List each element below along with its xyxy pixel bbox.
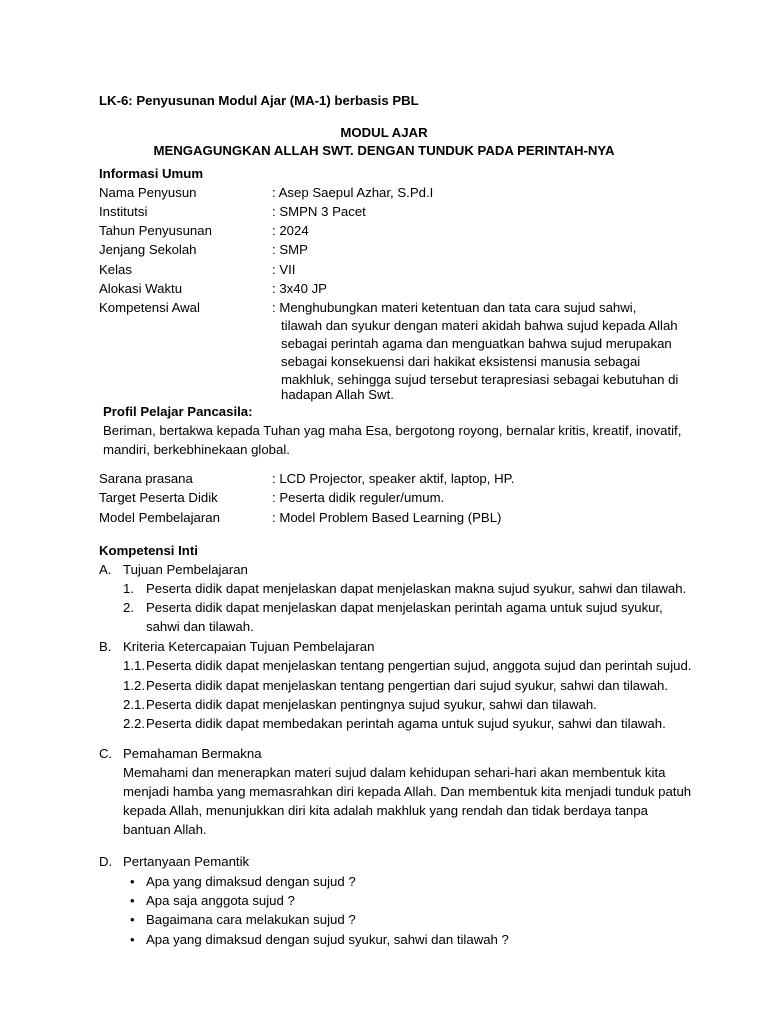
list-number: 2. xyxy=(123,600,134,615)
section-d-title: Pertanyaan Pemantik xyxy=(123,854,250,869)
list-item: Peserta didik dapat menjelaskan dapat menjelaskan makna sujud syukur, sahwi dan tilawah. xyxy=(146,581,687,596)
list-item: Peserta didik dapat menjelaskan tentang pengertian sujud, anggota sujud dan perintah sujud. xyxy=(146,658,692,673)
kompetensi-awal-line: hadapan Allah Swt. xyxy=(281,387,394,402)
info-label-institusi: Institutsi xyxy=(99,204,148,219)
info-label-jenjang: Jenjang Sekolah xyxy=(99,242,197,257)
model-value: : Model Problem Based Learning (PBL) xyxy=(272,510,502,525)
list-number: 2.2. xyxy=(123,716,145,731)
profil-heading: Profil Pelajar Pancasila: xyxy=(103,404,253,419)
list-number: 1.2. xyxy=(123,678,145,693)
kompetensi-awal-line: sebagai perintah agama dan menguatkan bahwa sujud merupakan xyxy=(281,336,672,351)
section-c-marker: C. xyxy=(99,746,113,761)
list-item: Peserta didik dapat membedakan perintah agama untuk sujud syukur, sahwi dan tilawah. xyxy=(146,716,666,731)
section-a-marker: A. xyxy=(99,562,112,577)
paragraph-line: kepada Allah, menunjukkan diri kita adalah makhluk yang rendah dan tidak berdaya tanpa xyxy=(123,803,648,818)
list-item-continuation: sahwi dan tilawah. xyxy=(146,619,254,634)
document-header: LK-6: Penyusunan Modul Ajar (MA-1) berbasis PBL xyxy=(99,93,419,108)
sarana-value: : LCD Projector, speaker aktif, laptop, HP. xyxy=(272,471,515,486)
question-item: Apa saja anggota sujud ? xyxy=(146,893,295,908)
kompetensi-awal-line: sebagai konsekuensi dari hakikat eksistensi manusia sebagai xyxy=(281,354,641,369)
list-item: Peserta didik dapat menjelaskan dapat menjelaskan perintah agama untuk sujud syukur, xyxy=(146,600,663,615)
info-value-institusi: : SMPN 3 Pacet xyxy=(272,204,366,219)
section-d-marker: D. xyxy=(99,854,113,869)
info-label-tahun: Tahun Penyusunan xyxy=(99,223,212,238)
title-line-2: MENGAGUNGKAN ALLAH SWT. DENGAN TUNDUK PADA PERINTAH-NYA xyxy=(153,143,615,158)
bullet-icon: • xyxy=(130,874,135,889)
profil-text-line: mandiri, berkebhinekaan global. xyxy=(103,442,290,457)
profil-text-line: Beriman, bertakwa kepada Tuhan yag maha Esa, bergotong royong, bernalar kritis, kreatif, inovatif, xyxy=(103,423,682,438)
paragraph-line: bantuan Allah. xyxy=(123,822,207,837)
list-item: Peserta didik dapat menjelaskan pentingnya sujud syukur, sahwi dan tilawah. xyxy=(146,697,597,712)
kompetensi-inti-heading: Kompetensi Inti xyxy=(99,543,198,558)
kompetensi-awal-line: tilawah dan syukur dengan materi akidah bahwa sujud kepada Allah xyxy=(281,318,678,333)
paragraph-line: Memahami dan menerapkan materi sujud dalam kehidupan sehari-hari akan membentuk kita xyxy=(123,765,666,780)
info-label-alokasi: Alokasi Waktu xyxy=(99,281,183,296)
section-a-title: Tujuan Pembelajaran xyxy=(123,562,248,577)
info-value-tahun: : 2024 xyxy=(272,223,309,238)
sarana-label: Sarana prasana xyxy=(99,471,193,486)
info-value-nama: : Asep Saepul Azhar, S.Pd.I xyxy=(272,185,434,200)
list-number: 1. xyxy=(123,581,134,596)
kompetensi-awal-line: : Menghubungkan materi ketentuan dan tata cara sujud sahwi, xyxy=(272,300,637,315)
section-c-title: Pemahaman Bermakna xyxy=(123,746,262,761)
bullet-icon: • xyxy=(130,893,135,908)
kompetensi-awal-line: makhluk, sehingga sujud tersebut terapresiasi sebagai kebutuhan di xyxy=(281,372,679,387)
section-b-marker: B. xyxy=(99,639,112,654)
info-value-kelas: : VII xyxy=(272,262,296,277)
target-value: : Peserta didik reguler/umum. xyxy=(272,490,445,505)
question-item: Bagaimana cara melakukan sujud ? xyxy=(146,912,356,927)
bullet-icon: • xyxy=(130,912,135,927)
list-number: 1.1. xyxy=(123,658,145,673)
info-value-alokasi: : 3x40 JP xyxy=(272,281,327,296)
target-label: Target Peserta Didik xyxy=(99,490,218,505)
informasi-umum-heading: Informasi Umum xyxy=(99,166,204,181)
question-item: Apa yang dimaksud dengan sujud syukur, sahwi dan tilawah ? xyxy=(146,932,509,947)
list-number: 2.1. xyxy=(123,697,145,712)
model-label: Model Pembelajaran xyxy=(99,510,220,525)
paragraph-line: menjadi hamba yang memasrahkan diri kepada Allah. Dan membentuk kita menjadi tunduk patuh xyxy=(123,784,692,799)
section-b-title: Kriteria Ketercapaian Tujuan Pembelajaran xyxy=(123,639,375,654)
list-item: Peserta didik dapat menjelaskan tentang pengertian dari sujud syukur, sahwi dan tilawah. xyxy=(146,678,668,693)
info-label-kompetensi-awal: Kompetensi Awal xyxy=(99,300,200,315)
info-label-kelas: Kelas xyxy=(99,262,132,277)
info-label-nama: Nama Penyusun xyxy=(99,185,197,200)
title-line-1: MODUL AJAR xyxy=(340,125,428,140)
question-item: Apa yang dimaksud dengan sujud ? xyxy=(146,874,356,889)
bullet-icon: • xyxy=(130,932,135,947)
info-value-jenjang: : SMP xyxy=(272,242,308,257)
